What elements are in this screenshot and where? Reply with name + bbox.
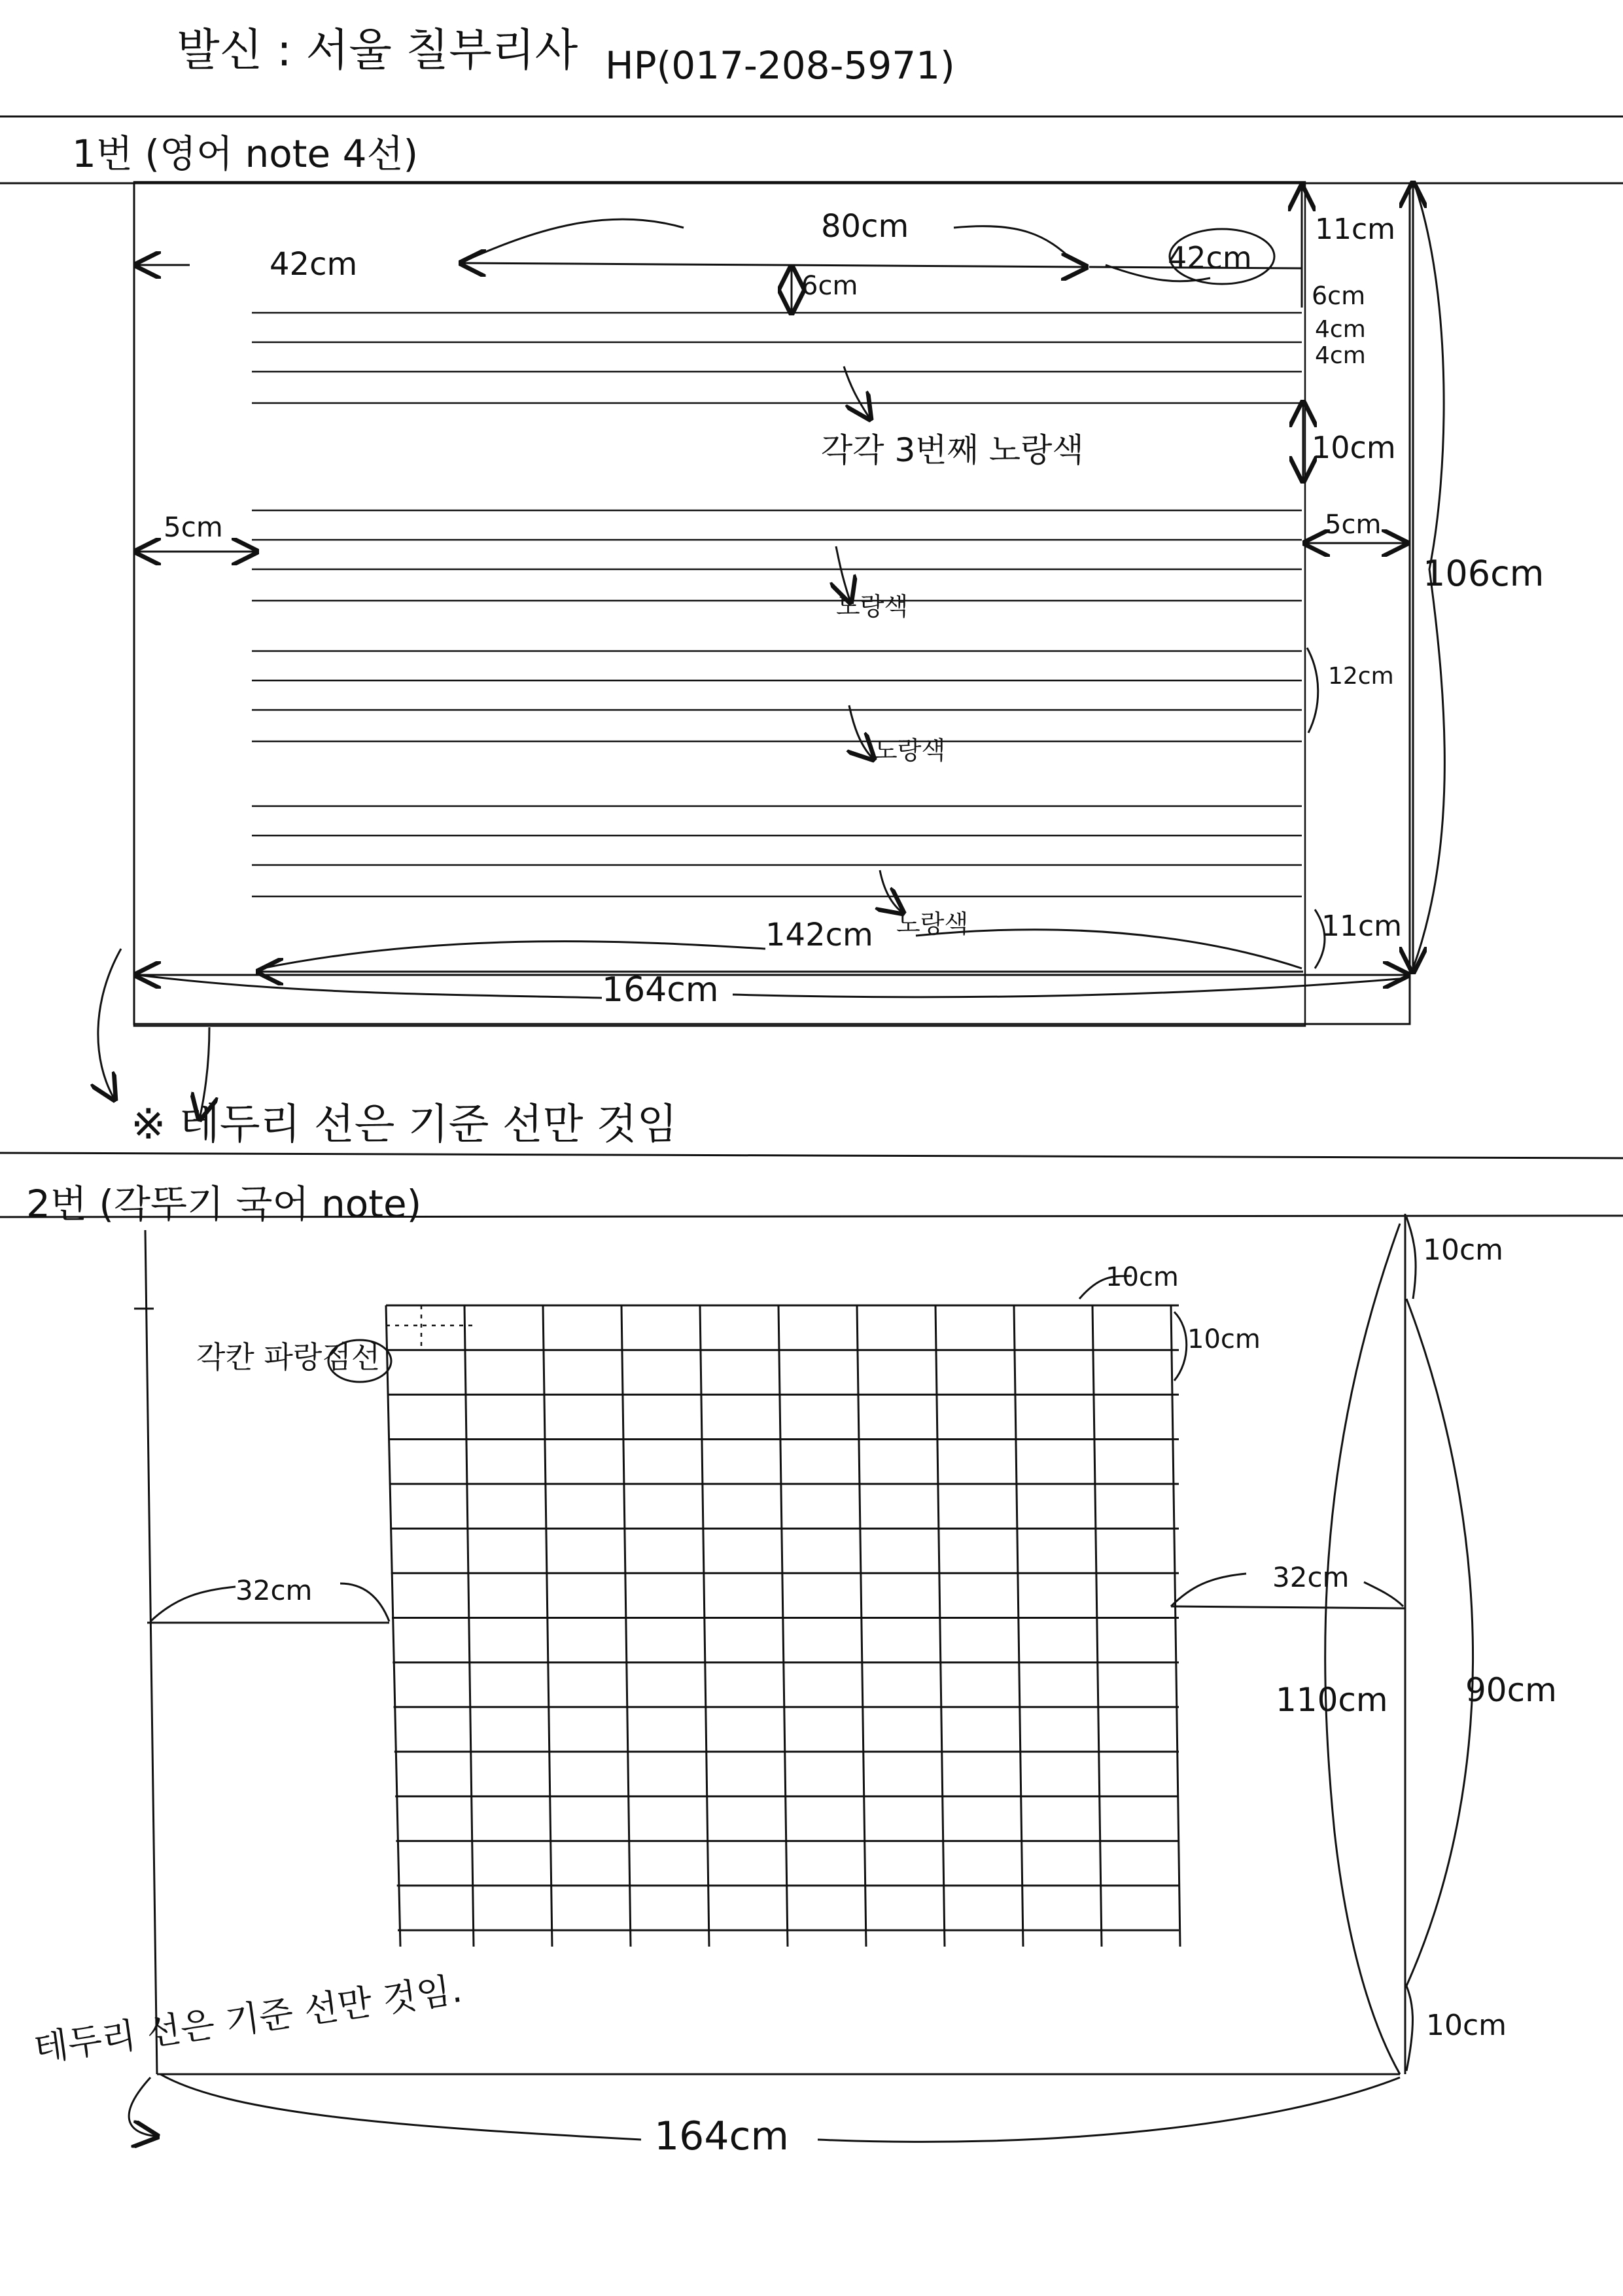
curve-inner-width	[262, 942, 765, 968]
dim-top-10: 10cm	[1423, 1233, 1504, 1267]
curve-12cm	[1307, 648, 1318, 733]
section1-title: 1번 (영어 note 4선)	[72, 132, 419, 176]
curve-height-110	[1325, 1224, 1400, 2074]
separator-mid	[0, 1153, 1623, 1158]
dim-right-32: 32cm	[1272, 1561, 1350, 1593]
curve-total-164-left	[160, 2074, 641, 2140]
dim-inner-width: 142cm	[765, 917, 873, 953]
section1-outer-frame	[134, 183, 1410, 1024]
dim-side-left: 5cm	[164, 511, 223, 543]
note-yellow-2: 노랑색	[873, 736, 946, 765]
dim-right-4a: 4cm	[1315, 316, 1366, 343]
dim-right-10: 10cm	[1312, 430, 1396, 465]
curve-right-32	[1171, 1574, 1246, 1606]
dim-total-width: 164cm	[602, 970, 719, 1010]
curve-top-10	[1406, 1217, 1416, 1299]
dim-right-4b: 4cm	[1315, 342, 1366, 369]
grid-column-line	[386, 1305, 400, 1947]
curve-right-32-b	[1364, 1582, 1403, 1606]
section2-right-ext	[1171, 1606, 1405, 1608]
curve-total-left	[137, 975, 602, 998]
grid-column-line	[935, 1305, 945, 1947]
pointer-yellow-1	[844, 366, 870, 419]
note-cell-dotted: 각칸 파랑점선	[196, 1339, 381, 1375]
grid-column-line	[700, 1305, 709, 1947]
dim-height-total: 106cm	[1423, 553, 1544, 594]
note-border: 테두리 선은 기준 선만 것임.	[31, 1968, 465, 2070]
dim-right-bottom: 11cm	[1321, 910, 1403, 943]
grid-column-line	[543, 1305, 552, 1947]
grid-column-line	[1171, 1305, 1180, 1947]
curve-height-90	[1406, 1299, 1473, 1986]
dim-right-top: 11cm	[1315, 213, 1396, 246]
dim-right-12: 12cm	[1328, 663, 1394, 690]
pointer-border-note	[129, 2077, 157, 2136]
dim-first-gap: 6cm	[801, 271, 858, 301]
grid-column-line	[1092, 1305, 1102, 1947]
dim-left-margin: 42cm	[270, 246, 358, 283]
curve-left-32	[150, 1587, 236, 1621]
note-each-third-yellow: 각각 3번째 노랑색	[821, 431, 1084, 469]
curve-total-164-right	[818, 2077, 1400, 2142]
dim-top-span-arrow	[461, 263, 1086, 267]
curve-bottom-10	[1406, 1986, 1412, 2071]
dim-cell-top: 10cm	[1187, 1324, 1261, 1354]
note-yellow-1: 노랑색	[836, 592, 909, 621]
curve-top-span	[466, 219, 684, 260]
dim-height-110: 110cm	[1276, 1681, 1388, 1719]
curve-top-right	[954, 226, 1073, 260]
header-phone: HP(017-208-5971)	[605, 43, 955, 88]
dim-section2-total: 164cm	[654, 2113, 789, 2159]
grid-column-line	[857, 1305, 866, 1947]
curve-inner-width-right	[916, 930, 1302, 968]
pointer-yellow-4	[880, 870, 903, 913]
dim-left-32: 32cm	[236, 1574, 313, 1606]
dim-cell-10: 10cm	[1106, 1262, 1179, 1292]
grid-column-line	[621, 1305, 631, 1947]
grid-column-line	[778, 1305, 788, 1947]
section2-left-border	[145, 1230, 157, 2074]
section1-ruled-lines	[252, 313, 1302, 896]
pointer-yellow-3	[849, 705, 873, 759]
section1-footer-note: ※ 테두리 선은 기준 선만 것임	[131, 1101, 678, 1149]
grid-column-line	[464, 1305, 474, 1947]
dim-side-right: 5cm	[1325, 510, 1382, 540]
dim-height-90: 90cm	[1465, 1671, 1557, 1709]
dim-right-6: 6cm	[1312, 281, 1366, 310]
dim-right-margin: 42cm	[1168, 240, 1252, 275]
note-yellow-3: 노랑색	[896, 910, 969, 938]
pointer-footer-left	[98, 949, 121, 1099]
dim-bottom-10: 10cm	[1426, 2009, 1507, 2042]
section1-inner-frame	[134, 182, 1305, 1026]
curve-cell-side	[1174, 1312, 1187, 1381]
grid-column-line	[1014, 1305, 1023, 1947]
header-sender: 발신 : 서울 칠부리사	[177, 25, 578, 77]
curve-left-32-b	[340, 1583, 389, 1621]
dim-top-span: 80cm	[821, 208, 909, 245]
section2-title: 2번 (각뚜기 국어 note)	[26, 1182, 422, 1226]
section2-grid	[386, 1305, 1180, 1947]
